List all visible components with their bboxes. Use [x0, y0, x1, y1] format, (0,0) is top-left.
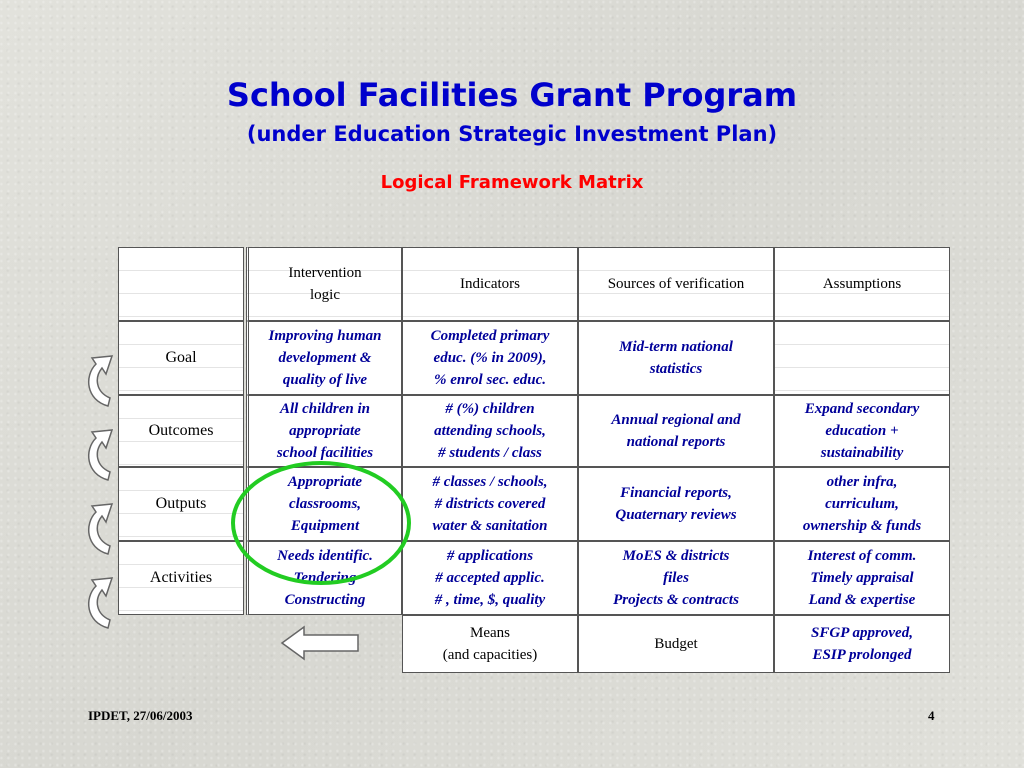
activities-assumptions-cell	[774, 541, 950, 615]
table-header-row	[118, 247, 950, 321]
cell-line: Interest of comm.	[807, 548, 917, 564]
cell-line: Means	[470, 625, 510, 641]
cell-line: ESIP prolonged	[812, 647, 912, 663]
page-number: 4	[928, 708, 935, 723]
outcomes-assumptions-cell	[774, 395, 950, 467]
cell-line: % enrol sec. educ.	[433, 372, 547, 388]
curved-up-arrow-icon	[89, 578, 112, 628]
cell-line: Equipment	[290, 518, 360, 534]
table-row-goal	[118, 321, 950, 395]
cell-line: Quaternary reviews	[615, 507, 737, 523]
matrix-title: Logical Framework Matrix	[380, 172, 644, 193]
row-label-outcomes: Outcomes	[118, 395, 244, 467]
cell-line: # applications	[446, 548, 534, 564]
curved-up-arrow-icon	[89, 504, 112, 554]
cell-line: MoES & districts	[622, 548, 730, 564]
cell-line: # classes / schools,	[432, 474, 548, 490]
outputs-sources-cell	[578, 467, 774, 541]
curved-up-arrow-icon	[89, 430, 112, 480]
bottom-assumptions-cell	[774, 615, 950, 673]
cell-line: statistics	[649, 361, 703, 377]
outcomes-logic-cell	[246, 395, 402, 467]
cell-line: Appropriate	[287, 474, 363, 490]
cell-line: Improving human	[268, 328, 382, 344]
cell-line: # districts covered	[434, 496, 546, 512]
cell-line: # (%) children	[445, 401, 535, 417]
cell-line: Tendering	[293, 570, 357, 586]
curved-arrows-group	[78, 348, 118, 638]
outcomes-indicators-cell	[402, 395, 578, 467]
cell-line: Completed primary	[430, 328, 550, 344]
cell-line: Timely appraisal	[810, 570, 914, 586]
cell-line: education +	[825, 423, 899, 439]
table-row-means	[118, 615, 950, 673]
header-text: logic	[310, 287, 340, 303]
header-intervention-logic	[246, 247, 402, 321]
cell-line: SFGP approved,	[811, 625, 913, 641]
cell-line: educ. (% in 2009),	[433, 350, 547, 366]
cell-line: classrooms,	[288, 496, 362, 512]
row-label-outputs: Outputs	[118, 467, 244, 541]
cell-line: # students / class	[438, 445, 542, 461]
cell-line: Financial reports,	[620, 485, 732, 501]
cell-line: water & sanitation	[432, 518, 548, 534]
cell-line: school facilities	[276, 445, 374, 461]
activities-sources-cell	[578, 541, 774, 615]
cell-line: curriculum,	[825, 496, 899, 512]
cell-line: All children in	[279, 401, 371, 417]
means-cell	[402, 615, 578, 673]
cell-line: Land & expertise	[808, 592, 916, 608]
table-row-outcomes	[118, 395, 950, 467]
header-sources: Sources of verification	[578, 247, 774, 321]
cell-line: Constructing	[284, 592, 366, 608]
activities-indicators-cell	[402, 541, 578, 615]
cell-line: quality of live	[282, 372, 368, 388]
left-arrow-icon	[280, 624, 362, 662]
header-assumptions: Assumptions	[774, 247, 950, 321]
goal-sources-cell	[578, 321, 774, 395]
cell-line: Needs identific.	[277, 548, 373, 564]
budget-cell: Budget	[578, 615, 774, 673]
cell-line: appropriate	[289, 423, 361, 439]
cell-line: other infra,	[826, 474, 898, 490]
outputs-assumptions-cell	[774, 467, 950, 541]
row-label-activities: Activities	[118, 541, 244, 615]
outcomes-sources-cell	[578, 395, 774, 467]
cell-line: Projects & contracts	[613, 592, 739, 608]
cell-line: (and capacities)	[442, 647, 538, 663]
cell-line: Annual regional and	[611, 412, 741, 428]
cell-line: attending schools,	[434, 423, 546, 439]
cell-line: files	[663, 570, 689, 586]
slide-subtitle: (under Education Strategic Investment Plan)	[246, 122, 778, 146]
header-empty-cell	[118, 247, 244, 321]
cell-line: Mid-term national	[619, 339, 733, 355]
header-indicators: Indicators	[402, 247, 578, 321]
curved-up-arrow-icon	[89, 356, 112, 406]
goal-logic-cell	[246, 321, 402, 395]
cell-line: sustainability	[820, 445, 904, 461]
outputs-indicators-cell	[402, 467, 578, 541]
cell-line: national reports	[626, 434, 726, 450]
cell-line: # , time, $, quality	[434, 592, 546, 608]
cell-line: ownership & funds	[802, 518, 922, 534]
footer-date: IPDET, 27/06/2003	[88, 708, 193, 723]
goal-assumptions-cell	[774, 321, 950, 395]
header-text: Intervention	[288, 265, 362, 281]
highlight-ellipse	[228, 458, 414, 588]
cell-line: # accepted applic.	[435, 570, 545, 586]
cell-line: development &	[278, 350, 372, 366]
goal-indicators-cell	[402, 321, 578, 395]
slide-title: School Facilities Grant Program	[226, 76, 798, 114]
row-label-goal: Goal	[118, 321, 244, 395]
cell-line: Expand secondary	[804, 401, 920, 417]
